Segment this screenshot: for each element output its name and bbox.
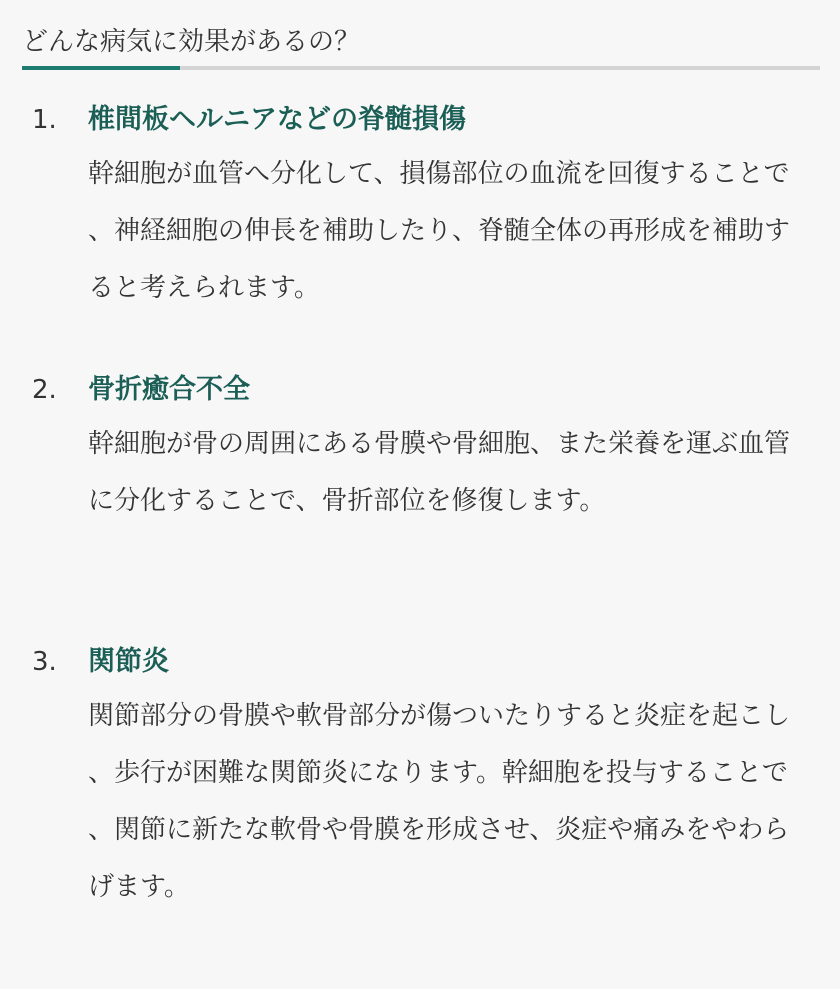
list-item-number: 2. bbox=[32, 375, 57, 405]
list-item-description: 関節部分の骨膜や軟骨部分が傷ついたりすると炎症を起こし、歩行が困難な関節炎になります。幹細胞を投与することで、関節に新たな軟骨や骨膜を形成させ、炎症や痛みをやわらげます。 bbox=[88, 701, 791, 902]
list-item-number: 1. bbox=[32, 105, 57, 135]
list-item-heading: 椎間板ヘルニアなどの脊髄損傷 bbox=[88, 104, 466, 135]
section-title: どんな病気に効果があるの？ bbox=[22, 27, 361, 57]
list-item-heading: 関節炎 bbox=[88, 646, 169, 677]
list-item-number: 3. bbox=[32, 647, 57, 677]
list-item-heading: 骨折癒合不全 bbox=[88, 374, 250, 405]
list-item-description: 幹細胞が骨の周囲にある骨膜や骨細胞、また栄養を運ぶ血管に分化することで、骨折部位を修復します。 bbox=[88, 429, 791, 516]
list-item-description: 幹細胞が血管へ分化して、損傷部位の血流を回復することで、神経細胞の伸長を補助したり、脊髄全体の再形成を補助すると考えられます。 bbox=[88, 159, 791, 303]
